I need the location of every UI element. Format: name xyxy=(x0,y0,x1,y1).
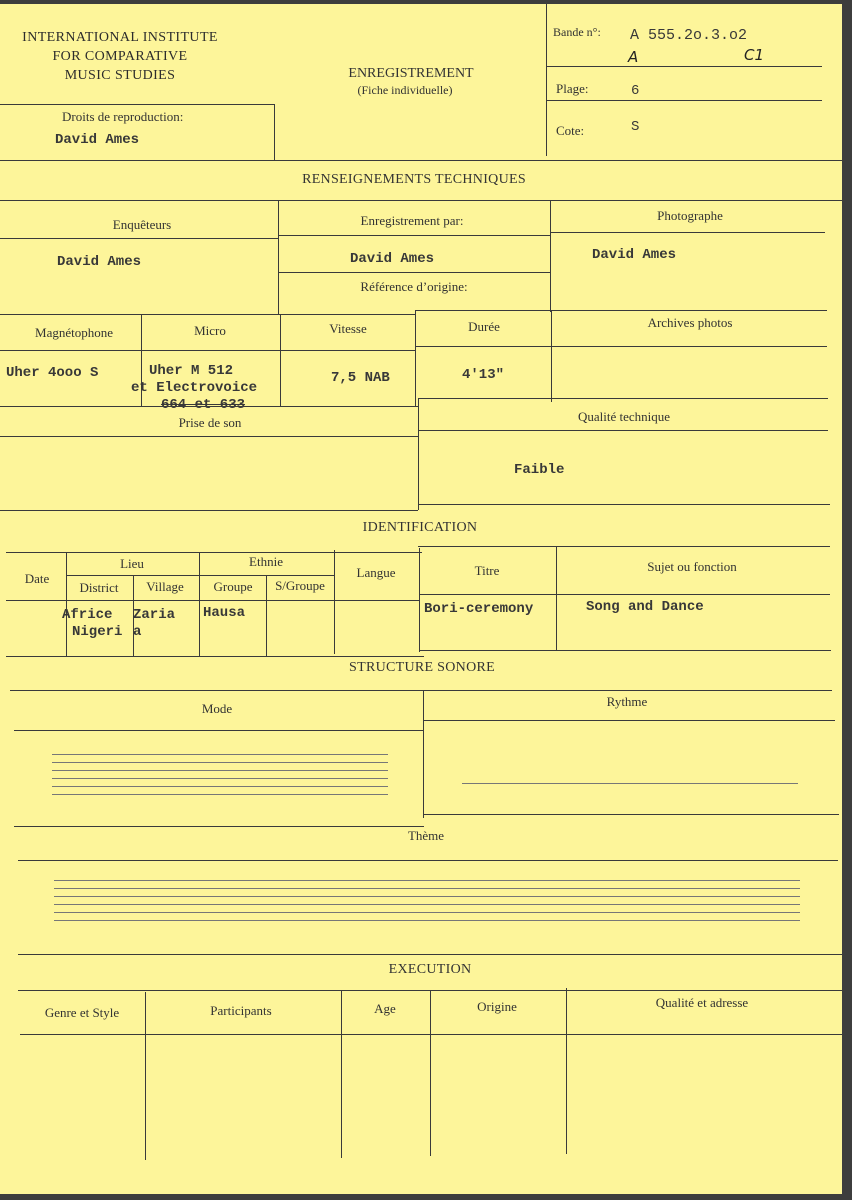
participants-label: Participants xyxy=(210,1003,272,1018)
micro-line-2: et Electrovoice xyxy=(131,380,258,396)
micro-line-1: Uher M 512 xyxy=(149,363,234,379)
district-line-2: Nigeri xyxy=(72,624,123,640)
cote-label: Cote: xyxy=(556,123,585,138)
enregistrement-label: Enregistrement par: xyxy=(360,213,464,228)
age-label: Age xyxy=(374,1001,396,1016)
institute-name-line-1: INTERNATIONAL INSTITUTE xyxy=(22,30,218,45)
ethnie-label: Ethnie xyxy=(249,554,283,569)
form-title: ENREGISTREMENT xyxy=(348,66,474,81)
qualite-technique-value: Faible xyxy=(514,462,565,478)
district-line-1: Africe xyxy=(62,607,113,623)
groupe-value: Hausa xyxy=(203,605,246,621)
bande-handwritten-c1: C1 xyxy=(744,46,765,64)
vitesse-label: Vitesse xyxy=(329,321,367,336)
date-label: Date xyxy=(24,571,50,586)
theme-label: Thème xyxy=(407,828,445,843)
titre-value: Bori-ceremony xyxy=(424,601,534,617)
origine-label: Origine xyxy=(477,999,517,1014)
district-label: District xyxy=(79,580,119,595)
enqueteurs-value: David Ames xyxy=(57,254,142,270)
institute-name-line-2: FOR COMPARATIVE xyxy=(52,49,188,64)
vitesse-value: 7,5 NAB xyxy=(331,370,390,386)
prise-de-son-label: Prise de son xyxy=(178,415,242,430)
micro-label: Micro xyxy=(194,323,226,338)
rights-label: Droits de reproduction: xyxy=(62,109,184,124)
bande-handwritten-a: A xyxy=(628,48,639,66)
micro-line-3: 664 et 633 xyxy=(161,397,246,413)
genre-style-label: Genre et Style xyxy=(44,1005,120,1020)
rythme-label: Rythme xyxy=(606,694,648,709)
bande-label: Bande n°: xyxy=(553,25,601,39)
technical-section-title: RENSEIGNEMENTS TECHNIQUES xyxy=(302,172,526,187)
plage-label: Plage: xyxy=(556,81,589,96)
village-line-1: Zaria xyxy=(133,607,176,623)
rights-value: David Ames xyxy=(55,132,140,148)
village-line-2: a xyxy=(133,624,142,640)
structure-section-title: STRUCTURE SONORE xyxy=(349,660,495,675)
photographe-label: Photographe xyxy=(657,208,723,223)
bande-value: A 555.2o.3.o2 xyxy=(630,27,748,44)
lieu-label: Lieu xyxy=(120,556,144,571)
magnetophone-label: Magnétophone xyxy=(35,325,113,340)
mode-label: Mode xyxy=(201,701,233,716)
photographe-value: David Ames xyxy=(592,247,677,263)
record-card xyxy=(0,4,842,1194)
sujet-value: Song and Dance xyxy=(586,599,704,615)
sgroupe-label: S/Groupe xyxy=(275,578,325,593)
titre-label: Titre xyxy=(474,563,500,578)
identification-section-title: IDENTIFICATION xyxy=(362,520,478,535)
execution-section-title: EXECUTION xyxy=(388,962,472,977)
village-label: Village xyxy=(146,579,184,594)
enregistrement-value: David Ames xyxy=(350,251,435,267)
archives-label: Archives photos xyxy=(647,315,733,330)
qualite-technique-label: Qualité technique xyxy=(577,409,671,424)
cote-value: S xyxy=(631,119,640,135)
plage-value: 6 xyxy=(631,83,640,99)
form-subtitle: (Fiche individuelle) xyxy=(357,83,453,97)
reference-label: Référence d’origine: xyxy=(360,279,468,294)
institute-name-line-3: MUSIC STUDIES xyxy=(64,68,176,83)
groupe-label: Groupe xyxy=(213,579,253,594)
langue-label: Langue xyxy=(356,565,396,580)
enqueteurs-label: Enquêteurs xyxy=(112,217,172,232)
duree-label: Durée xyxy=(468,319,500,334)
magnetophone-value: Uher 4ooo S xyxy=(6,365,99,381)
sujet-label: Sujet ou fonction xyxy=(647,559,737,574)
duree-value: 4'13" xyxy=(462,367,505,383)
qualite-adresse-label: Qualité et adresse xyxy=(655,995,749,1010)
